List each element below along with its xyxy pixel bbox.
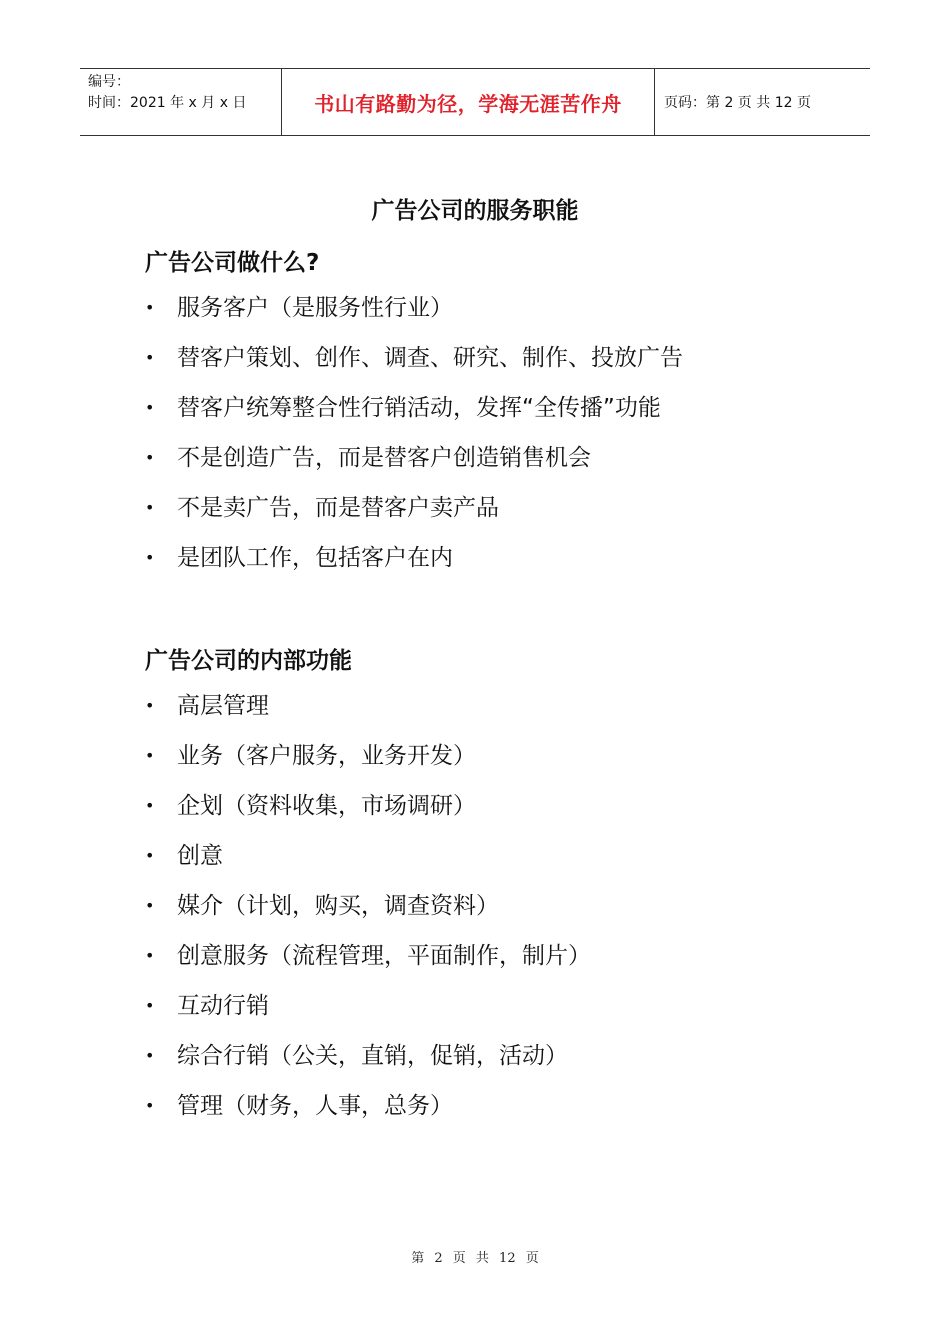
- header-meta: [80, 69, 281, 135]
- bullet-icon: •: [145, 1096, 155, 1115]
- list-item: • 创意服务（流程管理，平面制作，制片）: [145, 941, 591, 991]
- page-title: 广告公司的服务职能: [371, 198, 579, 224]
- list-item: • 企划（资料收集，市场调研）: [145, 791, 591, 841]
- bullet-icon: •: [145, 398, 155, 417]
- list-what: [145, 293, 683, 593]
- list-item: • 服务客户（是服务性行业）: [145, 293, 683, 343]
- list-item: • 创意: [145, 841, 591, 891]
- page-footer: 第 2 页 共 12 页: [411, 1251, 539, 1266]
- list-item: • 是团队工作，包括客户在内: [145, 543, 683, 593]
- list-item: • 替客户策划、创作、调查、研究、制作、投放广告: [145, 343, 683, 393]
- bullet-icon: •: [145, 746, 155, 765]
- section-heading-what: 广告公司做什么?: [145, 250, 320, 276]
- bullet-icon: •: [145, 298, 155, 317]
- bullet-icon: •: [145, 1046, 155, 1065]
- bullet-icon: •: [145, 548, 155, 567]
- list-item: • 替客户统筹整合性行销活动，发挥“全传播”功能: [145, 393, 683, 443]
- bullet-icon: •: [145, 946, 155, 965]
- list-item: • 管理（财务，人事，总务）: [145, 1091, 591, 1141]
- list-item: • 不是卖广告，而是替客户卖产品: [145, 493, 683, 543]
- list-item: • 业务（客户服务，业务开发）: [145, 741, 591, 791]
- list-item: • 媒介（计划，购买，调查资料）: [145, 891, 591, 941]
- list-internal: [145, 691, 591, 1141]
- list-item: • 综合行销（公关，直销，促销，活动）: [145, 1041, 591, 1091]
- header-page-info: 页码：第 2 页 共 12 页: [664, 95, 811, 111]
- list-item: • 互动行销: [145, 991, 591, 1041]
- bullet-icon: •: [145, 696, 155, 715]
- date-label: 时间：2021 年 x 月 x 日: [88, 95, 247, 111]
- bullet-icon: •: [145, 796, 155, 815]
- bullet-icon: •: [145, 348, 155, 367]
- section-heading-internal: 广告公司的内部功能: [145, 648, 352, 674]
- header-table: [80, 68, 870, 136]
- number-label: 编号：: [88, 74, 130, 90]
- list-item: • 高层管理: [145, 691, 591, 741]
- bullet-icon: •: [145, 498, 155, 517]
- bullet-icon: •: [145, 846, 155, 865]
- bullet-icon: •: [145, 896, 155, 915]
- bullet-icon: •: [145, 996, 155, 1015]
- list-item: • 不是创造广告，而是替客户创造销售机会: [145, 443, 683, 493]
- header-motto: 书山有路勤为径，学海无涯苦作舟: [281, 69, 655, 135]
- bullet-icon: •: [145, 448, 155, 467]
